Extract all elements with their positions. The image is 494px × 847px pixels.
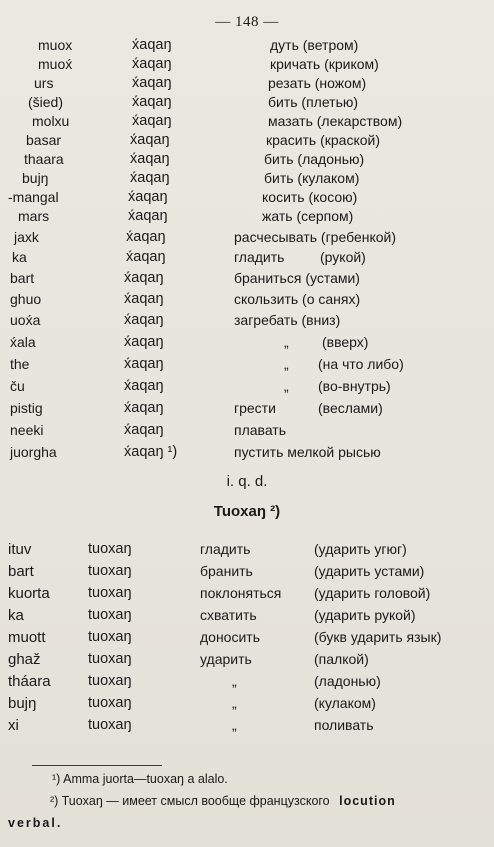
translation-note: (на что либо) xyxy=(318,356,404,372)
ditto-mark: „ xyxy=(232,673,237,689)
yakut-verb: x́aqaŋ xyxy=(124,291,164,307)
yakut-word: muott xyxy=(8,629,46,646)
yakut-verb: x́aqaŋ xyxy=(124,378,164,394)
yakut-verb: x́aqaŋ xyxy=(124,422,164,438)
footnote-2 xyxy=(50,794,396,808)
yakut-word: bart xyxy=(10,270,35,286)
translation: бить (ладонью) xyxy=(264,151,365,167)
yakut-word: muox xyxy=(38,37,73,53)
yakut-word: ču xyxy=(10,378,25,394)
iqd-note: i. q. d. xyxy=(226,473,268,490)
translation: скользить (о санях) xyxy=(234,291,361,307)
translation-note: (ударить угюг) xyxy=(314,541,407,557)
yakut-verb: x́aqaŋ xyxy=(128,189,168,205)
translation-note: (палкой) xyxy=(314,651,369,667)
yakut-verb: x́aqaŋ xyxy=(130,170,170,186)
yakut-verb: x́aqaŋ xyxy=(126,229,166,245)
translation: загребать (вниз) xyxy=(234,312,341,328)
translation: поклоняться xyxy=(200,585,282,601)
yakut-verb: x́aqaŋ xyxy=(132,113,172,129)
footnote-divider xyxy=(32,765,162,766)
translation: бить (плетью) xyxy=(268,94,359,110)
translation-note: (ударить устами) xyxy=(314,563,425,579)
ditto-mark: „ xyxy=(232,717,237,733)
yakut-verb: tuoxaŋ xyxy=(88,585,132,601)
translation: бранить xyxy=(200,563,253,579)
yakut-word: ghaž xyxy=(8,651,41,668)
yakut-word: ka xyxy=(8,607,24,624)
translation: пустить мелкой рысью xyxy=(234,444,381,460)
translation: расчесывать (гребенкой) xyxy=(234,229,397,245)
yakut-word: xi xyxy=(8,717,19,734)
yakut-word: uox́a xyxy=(10,312,41,328)
footnote-2-term: locution xyxy=(339,794,396,808)
yakut-word: x́ala xyxy=(10,334,36,350)
translation-note: (ударить рукой) xyxy=(314,607,416,623)
yakut-verb: x́aqaŋ xyxy=(124,356,164,372)
translation: гладить xyxy=(234,249,285,265)
yakut-word: basar xyxy=(26,132,62,148)
yakut-word: ka xyxy=(12,249,27,265)
yakut-word: mars xyxy=(18,208,50,224)
translation-note: поливать xyxy=(314,717,374,733)
translation: бить (кулаком) xyxy=(264,170,360,186)
yakut-word: tháara xyxy=(8,673,51,690)
yakut-word: juorgha xyxy=(10,444,57,460)
yakut-word: molxu xyxy=(32,113,70,129)
yakut-verb: x́aqaŋ xyxy=(132,37,172,53)
yakut-verb: tuoxaŋ xyxy=(88,541,132,557)
ditto-mark: „ xyxy=(284,334,289,350)
yakut-word: pistig xyxy=(10,400,43,416)
translation: плавать xyxy=(234,422,287,438)
translation: доносить xyxy=(200,629,260,645)
translation-note: (рукой) xyxy=(320,249,366,265)
yakut-verb: x́aqaŋ xyxy=(126,249,166,265)
translation: косить (косою) xyxy=(262,189,358,205)
ditto-mark: „ xyxy=(284,378,289,394)
yakut-word: bart xyxy=(8,563,34,580)
yakut-verb: tuoxaŋ xyxy=(88,629,132,645)
yakut-verb: tuoxaŋ xyxy=(88,563,132,579)
yakut-word: muox́ xyxy=(38,56,73,72)
translation: красить (краской) xyxy=(266,132,381,148)
footnote-1: ¹) Amma juorta—tuoxaŋ a alalo. xyxy=(52,772,228,786)
translation-note: (вверх) xyxy=(322,334,369,350)
yakut-word: bujŋ xyxy=(22,170,49,186)
translation-note: (ладонью) xyxy=(314,673,381,689)
yakut-verb: x́aqaŋ xyxy=(124,400,164,416)
yakut-verb: tuoxaŋ xyxy=(88,717,132,733)
footnote-2-continued: verbal. xyxy=(8,816,63,830)
yakut-verb: x́aqaŋ xyxy=(132,94,172,110)
yakut-verb: tuoxaŋ xyxy=(88,607,132,623)
yakut-word: ituv xyxy=(8,541,32,558)
page-number: — 148 — xyxy=(215,14,279,30)
yakut-verb: x́aqaŋ xyxy=(124,270,164,286)
translation: схватить xyxy=(200,607,257,623)
yakut-verb: x́aqaŋ xyxy=(132,56,172,72)
translation-note: (во-внутрь) xyxy=(318,378,391,394)
translation: кричать (криком) xyxy=(270,56,379,72)
yakut-word: urs xyxy=(34,75,54,91)
section-title: Tuoxaŋ ²) xyxy=(213,503,281,520)
translation: жать (серпом) xyxy=(262,208,354,224)
translation: грести xyxy=(234,400,276,416)
ditto-mark: „ xyxy=(232,695,237,711)
yakut-word: jaxk xyxy=(14,229,39,245)
translation-note: (веслами) xyxy=(318,400,383,416)
yakut-verb: x́aqaŋ xyxy=(132,75,172,91)
yakut-verb: x́aqaŋ xyxy=(128,208,168,224)
yakut-verb: tuoxaŋ xyxy=(88,651,132,667)
yakut-verb: x́aqaŋ xyxy=(130,151,170,167)
yakut-verb: x́aqaŋ xyxy=(124,312,164,328)
yakut-verb: tuoxaŋ xyxy=(88,673,132,689)
yakut-word: ghuo xyxy=(10,291,42,307)
translation: ударить xyxy=(200,651,252,667)
translation: мазать (лекарством) xyxy=(268,113,403,129)
yakut-word: the xyxy=(10,356,30,372)
translation-note: (букв ударить язык) xyxy=(314,629,442,645)
yakut-word: -mangal xyxy=(8,189,59,205)
yakut-word: (šied) xyxy=(28,94,64,110)
yakut-word: thaara xyxy=(24,151,64,167)
translation-note: (ударить головой) xyxy=(314,585,431,601)
yakut-word: neeki xyxy=(10,422,44,438)
translation: браниться (устами) xyxy=(234,270,360,286)
translation: дуть (ветром) xyxy=(270,37,359,53)
translation-note: (кулаком) xyxy=(314,695,376,711)
yakut-verb: x́aqaŋ xyxy=(130,132,170,148)
yakut-verb: x́aqaŋ xyxy=(124,334,164,350)
footnote-2-text: ²) Tuoxaŋ — имеет смысл вообще французского xyxy=(50,794,330,808)
yakut-verb: x́aqaŋ ¹) xyxy=(124,444,178,460)
translation: гладить xyxy=(200,541,251,557)
yakut-verb: tuoxaŋ xyxy=(88,695,132,711)
ditto-mark: „ xyxy=(284,356,289,372)
yakut-word: kuorta xyxy=(8,585,50,602)
translation: резать (ножом) xyxy=(268,75,367,91)
yakut-word: bujŋ xyxy=(8,695,37,712)
